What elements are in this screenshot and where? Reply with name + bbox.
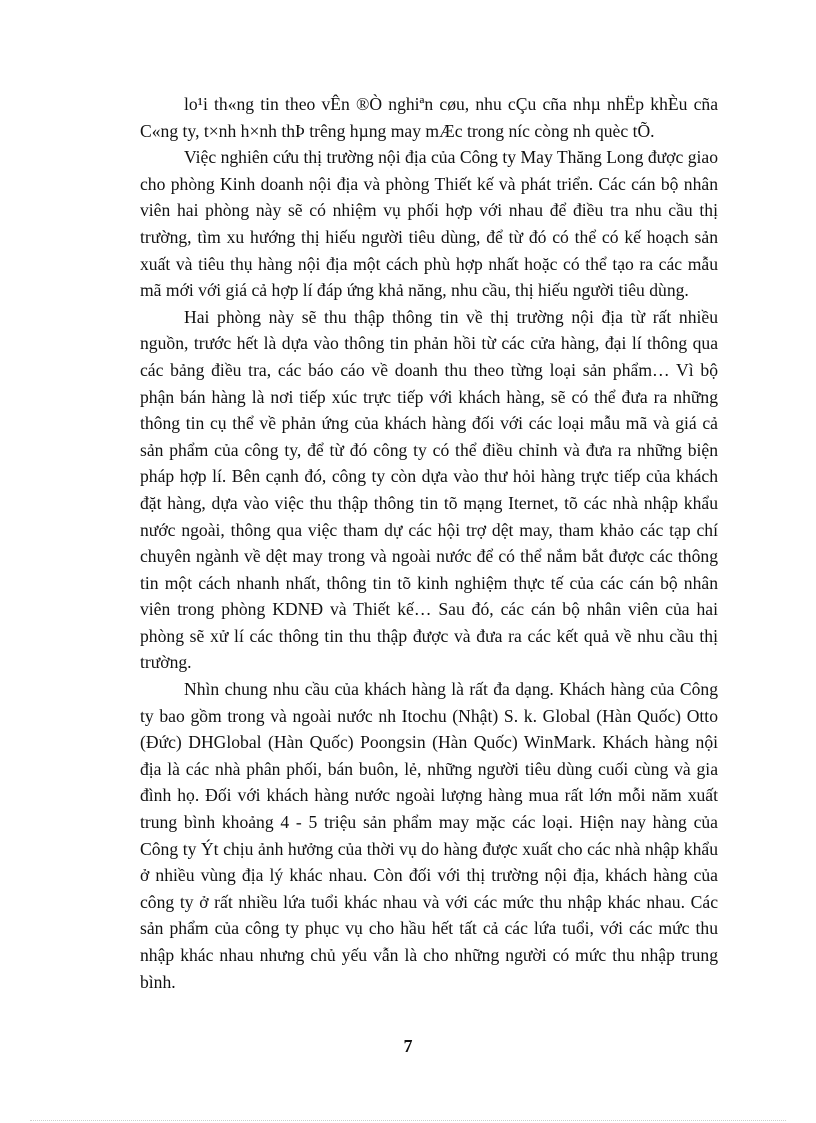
page-number: 7 [403, 1036, 413, 1056]
paragraph-2: Việc nghiên cứu thị trường nội địa của Công ty May Thăng Long được giao cho phòng Kinh doanh nội địa và phòng Thiết kế và phát triển. Các cán bộ nhân viên hai phòng này sẽ có nhiệm vụ phối hợp với nhau để điều tra nhu cầu thị trường, tìm xu hướng thị hiếu người tiêu dùng, để từ đó có thể có kế hoạch sản xuất và tiêu thụ hàng nội địa một cách phù hợp nhất hoặc có thể tạo ra các mẫu mã mới với giá cả hợp lí đáp ứng khả năng, nhu cầu, thị hiếu người tiêu dùng. [140, 147, 718, 301]
paragraph-3: Hai phòng này sẽ thu thập thông tin về thị trường nội địa từ rất nhiều nguồn, trước hết là dựa vào thông tin phản hồi từ các cửa hàng, đại lí thông qua các bảng điều tra, các báo cáo về doanh thu theo từng loại sản phẩm… Vì bộ phận bán hàng là nơi tiếp xúc trực tiếp với khách hàng, sẽ có thể đưa ra những thông tin cụ thể về phản ứng của khách hàng đối với các loại mẫu mã và giá cả sản phẩm của công ty, để từ đó công ty có thể điều chỉnh và đưa ra những biện pháp hợp lí. Bên cạnh đó, công ty còn dựa vào thư hỏi hàng trực tiếp của khách đặt hàng, dựa vào việc thu thập thông tin tõ mạng Iternet, tõ các nhà nhập khẩu nước ngoài, thông qua việc tham dự các hội trợ dệt may, tham khảo các tạp chí chuyên ngành về dệt may trong và ngoài nước để có thể nắm bắt được các thông tin một cách nhanh nhất, thông tin tõ kinh nghiệm thực tế của các cán bộ nhân viên trong phòng KDNĐ và Thiết kế… Sau đó, các cán bộ nhân viên của hai phòng sẽ xử lí các thông tin thu thập được và đưa ra các kết quả về nhu cầu thị trường. [140, 306, 718, 673]
document-body [140, 91, 718, 995]
page-bottom-divider [30, 1120, 786, 1121]
paragraph-1: lo¹i th«ng tin theo vÊn ®Ò nghiªn cøu, nhu cÇu cña nhµ nhËp khÈu cña C«ng ty, t×nh h×nh thÞ trêng hµng may mÆc trong níc còng nh quèc tÕ. [140, 94, 718, 141]
paragraph-4: Nhìn chung nhu cầu của khách hàng là rất đa dạng. Khách hàng của Công ty bao gồm trong và ngoài nước nh Itochu (Nhật) S. k. Global (Hàn Quốc) Otto (Đức) DHGlobal (Hàn Quốc) Poongsin (Hàn Quốc) WinMark. Khách hàng nội địa là các nhà phân phối, bán buôn, lẻ, những người tiêu dùng cuối cùng và gia đình họ. Đối với khách hàng nước ngoài lượng hàng mua rất lớn mỗi năm xuất trung bình khoảng 4 - 5 triệu sản phẩm may mặc các loại. Hiện nay hàng của Công ty Ýt chịu ảnh hưởng của thời vụ do hàng được xuất cho các nhà nhập khẩu ở nhiều vùng địa lý khác nhau. Còn đối với thị trường nội địa, khách hàng của công ty ở rất nhiều lứa tuổi khác nhau và với các mức thu nhập khác nhau. Các sản phẩm của công ty phục vụ cho hầu hết tất cả các lứa tuổi, với các mức thu nhập khác nhau nhưng chủ yếu vẫn là cho những người có mức thu nhập trung bình. [140, 679, 718, 992]
